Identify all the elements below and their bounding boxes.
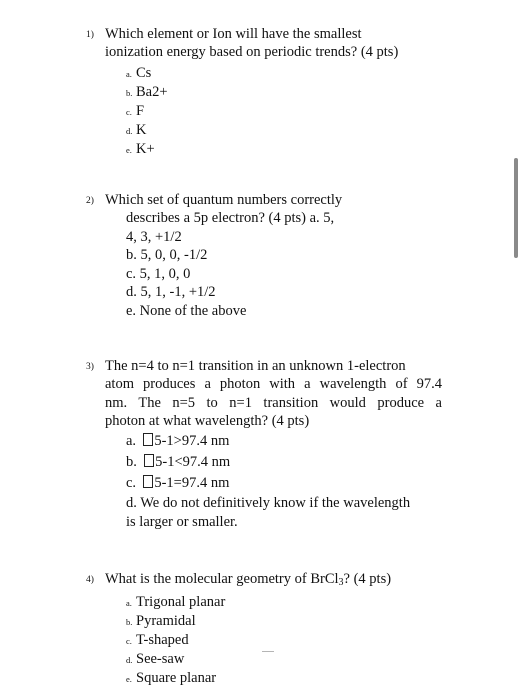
- option-text: 5-1>97.4 nm: [154, 432, 230, 449]
- option-text: T-shaped: [136, 632, 189, 648]
- question-text-line: nm. The n=5 to n=1 transition would produce a: [105, 394, 442, 411]
- answer-option: e. None of the above: [126, 302, 247, 319]
- answer-option: [86, 452, 442, 473]
- question-number: 1): [86, 30, 94, 40]
- option-text: Ba2+: [136, 84, 168, 100]
- answer-option: [86, 593, 456, 612]
- option-text: See-saw: [136, 651, 185, 667]
- answer-option: [86, 121, 456, 140]
- option-text: K+: [136, 141, 155, 157]
- question-text-line: ionization energy based on periodic trends? (4 pts): [105, 44, 399, 60]
- question-text-line: 4, 3, +1/2: [126, 228, 182, 245]
- option-letter: d.: [126, 655, 133, 665]
- answer-option: [86, 431, 442, 452]
- question-text-line: photon at what wavelength? (4 pts): [105, 413, 310, 429]
- question-number: 4): [86, 575, 94, 585]
- option-text: 5-1=97.4 nm: [154, 474, 230, 491]
- option-letter: a.: [126, 69, 132, 79]
- question-text-line: describes a 5p electron? (4 pts) a. 5,: [126, 210, 335, 226]
- option-letter: c.: [126, 107, 132, 117]
- option-letter: e.: [126, 145, 132, 155]
- option-letter: b.: [126, 88, 133, 98]
- option-letter: d.: [126, 126, 133, 136]
- option-text: Trigonal planar: [136, 594, 226, 610]
- missing-glyph-box: [143, 475, 153, 488]
- answer-option: d. We do not definitively know if the wavelength: [126, 494, 411, 511]
- question-text: What is the molecular geometry of BrCl: [105, 571, 339, 587]
- answer-option: d. 5, 1, -1, +1/2: [126, 284, 216, 300]
- answer-option: c. 5, 1, 0, 0: [126, 265, 191, 282]
- answer-option: [86, 83, 456, 102]
- question-2: [86, 191, 456, 320]
- subscript: 3: [338, 577, 344, 588]
- option-text: K: [136, 122, 147, 138]
- option-letter: a.: [126, 432, 137, 449]
- question-text-line: The n=4 to n=1 transition in an unknown 1-electron: [105, 358, 406, 374]
- answer-option: [86, 102, 456, 121]
- answer-option: is larger or smaller.: [126, 513, 238, 530]
- option-text: F: [136, 103, 145, 119]
- answer-option: b. 5, 0, 0, -1/2: [126, 247, 208, 263]
- option-letter: c.: [126, 474, 137, 491]
- question-text-line: Which element or Ion will have the smallest: [105, 26, 362, 42]
- answer-option: [86, 650, 456, 669]
- option-letter: a.: [126, 598, 132, 608]
- option-text: Square planar: [136, 670, 217, 686]
- option-letter: e.: [126, 674, 132, 684]
- question-3: [86, 357, 442, 532]
- option-text: Pyramidal: [136, 613, 196, 629]
- option-letter: c.: [126, 636, 132, 646]
- question-text-line: atom produces a photon with a wavelength of 97.4: [105, 376, 442, 392]
- option-text: Cs: [136, 65, 152, 81]
- question-1: [86, 25, 456, 159]
- question-text-line: Which set of quantum numbers correctly: [105, 192, 343, 208]
- answer-option: [86, 631, 456, 650]
- answer-option: [86, 612, 456, 631]
- missing-glyph-box: [144, 454, 154, 467]
- option-letter: b.: [126, 453, 137, 470]
- question-number: 3): [86, 362, 94, 372]
- answer-option: [86, 473, 442, 494]
- question-number: 2): [86, 196, 94, 206]
- faint-mark: [262, 651, 274, 652]
- vertical-scrollbar[interactable]: [514, 158, 518, 258]
- answer-option: [86, 669, 456, 688]
- answer-option: [86, 140, 456, 159]
- question-text: ? (4 pts): [343, 571, 392, 587]
- answer-option: [86, 64, 456, 83]
- option-letter: b.: [126, 617, 133, 627]
- question-4: [86, 570, 456, 688]
- option-text: 5-1<97.4 nm: [155, 453, 231, 470]
- missing-glyph-box: [143, 433, 153, 446]
